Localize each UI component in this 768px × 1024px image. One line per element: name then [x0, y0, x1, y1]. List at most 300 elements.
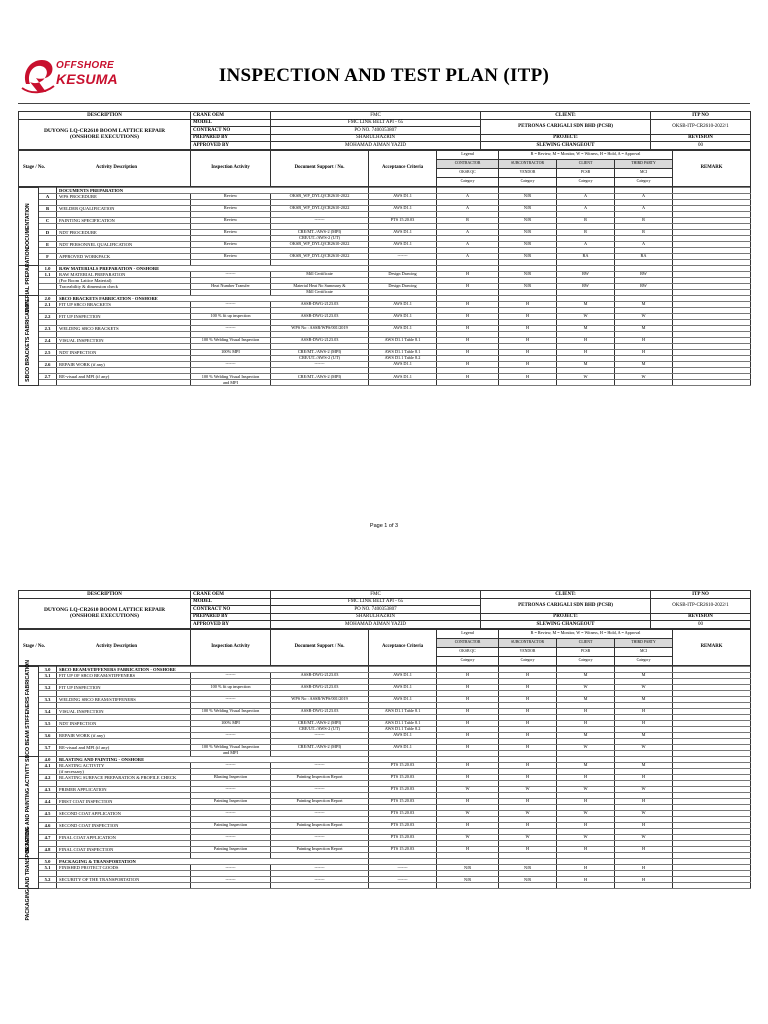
third-party-category: R	[615, 217, 673, 223]
third-party-category: W	[615, 684, 673, 690]
document-support-2: Mill Certificate	[271, 290, 369, 296]
inspection-activity: -------	[191, 696, 271, 702]
contractor-category: H	[437, 708, 499, 714]
description-line-1: DUYONG LQ-CR2610 BOOM LATTICE REPAIR	[43, 606, 166, 613]
client-category: RW	[557, 271, 615, 277]
client-category: H	[557, 847, 615, 853]
third-party-category: RW	[615, 283, 673, 289]
acceptance-criteria-2	[369, 380, 437, 386]
inspection-activity: Painting Inspection	[191, 799, 271, 805]
project-value: SLEWING CHANGEOUT	[481, 621, 651, 629]
contractor-category: W	[437, 811, 499, 817]
third-party-category: RA	[615, 253, 673, 259]
activity-description: FIT UP OF SBCO BEAM/STIFFENERS	[57, 672, 191, 678]
third-party-category: W	[615, 787, 673, 793]
inspection-activity: Review	[191, 205, 271, 211]
stage-label-cell	[19, 248, 39, 313]
acceptance-criteria: PTS 15.20.03	[369, 847, 437, 853]
activity-description-2	[57, 380, 191, 386]
document-support: -------	[271, 865, 369, 871]
client-category: W	[557, 314, 615, 320]
contractor-category: H	[437, 720, 499, 726]
row-number: 2.1	[39, 302, 57, 308]
party-name-1: VENDOR	[499, 168, 557, 177]
col-acceptance-header: Acceptance Criteria	[369, 150, 437, 186]
row-number: 3.3	[39, 696, 57, 702]
description-value	[19, 119, 191, 149]
section-title: BLASTING AND PAINTING - ONSHORE	[57, 756, 369, 762]
activity-description: WPS PROCEDURE	[57, 193, 191, 199]
third-party-category: W	[615, 811, 673, 817]
subcontractor-category: W	[499, 787, 557, 793]
contractor-category: A	[437, 229, 499, 235]
contract-label: CONTRACT NO	[191, 606, 271, 614]
page2-column-header	[18, 629, 751, 666]
activity-description: RE-visual and MPI (if any)	[57, 374, 191, 380]
revision-label: REVISION	[651, 134, 751, 142]
contractor-category: H	[437, 326, 499, 332]
description-value	[19, 598, 191, 628]
inspection-activity: 100 % fit up inspection	[191, 314, 271, 320]
party-name-1: VENDOR	[499, 647, 557, 656]
subcontractor-category: W	[499, 811, 557, 817]
activity-description: REPAIR WORK (if any)	[57, 732, 191, 738]
inspection-activity: 100% MPI	[191, 350, 271, 356]
description-line-2: (ONSHORE EXECUTIONS)	[70, 613, 139, 619]
stage-label-cell	[19, 296, 39, 386]
client-category: H	[557, 799, 615, 805]
row-number: 4.5	[39, 811, 57, 817]
document-support-2: CRE/UT../AWS-2 (UT)	[271, 356, 369, 362]
acceptance-criteria: AWS D1.1	[369, 374, 437, 380]
stage-label: SBCO BEAM STIFFENERS FABRICATION	[24, 660, 31, 763]
acceptance-criteria: AWS D1.1 Table 8.1	[369, 720, 437, 726]
third-party-category: M	[615, 362, 673, 368]
section-number: 4.0	[39, 756, 57, 762]
party-0: CONTRACTOR	[437, 638, 499, 647]
prepared-value: SHARULHAZRIN	[271, 134, 481, 142]
row-number: 1.1	[39, 271, 57, 277]
contractor-category: N/R	[437, 877, 499, 883]
acceptance-criteria: PTS 15.20.03	[369, 762, 437, 768]
third-party-category: W	[615, 835, 673, 841]
inspection-activity: Review	[191, 229, 271, 235]
activity-description: FIT UP INSPECTION	[57, 314, 191, 320]
client-value: PETRONAS CARIGALI SDN BHD (PCSB)	[481, 119, 651, 134]
document-title: INSPECTION AND TEST PLAN (ITP)	[218, 65, 550, 86]
party-name-0: OKSB QC	[437, 168, 499, 177]
acceptance-criteria: PTS 15.20.03	[369, 217, 437, 223]
page1-header-table	[18, 111, 751, 150]
activity-description: WELDER QUALIFICATION	[57, 205, 191, 211]
itp-no-label: ITP NO	[651, 112, 751, 120]
subcontractor-category: H	[499, 338, 557, 344]
party-name-2: PCSB	[557, 647, 615, 656]
activity-description: NDT PERSONNEL QUALIFICATION	[57, 241, 191, 247]
prepared-label: PREPARED BY	[191, 613, 271, 621]
row-number: 2.6	[39, 362, 57, 368]
inspection-activity: -------	[191, 762, 271, 768]
activity-description: VISUAL INSPECTION	[57, 338, 191, 344]
stage-label-cell	[19, 660, 39, 763]
title-divider	[18, 103, 750, 104]
document-support: CRE/MT../AWS-2 (MPI)	[271, 720, 369, 726]
logo-text-line2: KESUMA	[56, 71, 118, 87]
third-party-category: RW	[615, 271, 673, 277]
contractor-category: H	[437, 314, 499, 320]
revision-label: REVISION	[651, 613, 751, 621]
inspection-activity-2: and MPI	[191, 380, 271, 386]
subcontractor-category: H	[499, 708, 557, 714]
subcontractor-category: H	[499, 847, 557, 853]
document-support: Painting Inspection Report	[271, 799, 369, 805]
activity-description: WELDING SBCO BEAM/STIFFENERS	[57, 696, 191, 702]
contractor-category: A	[437, 193, 499, 199]
activity-description-2	[57, 883, 191, 889]
subcontractor-category: N/R	[499, 217, 557, 223]
document-support: WPS No : ASSB/WPS/001/2019	[271, 326, 369, 332]
document-support: Painting Inspection Report	[271, 823, 369, 829]
approved-label: APPROVED BY	[191, 142, 271, 150]
activity-description: FINAL COAT APPLICATION	[57, 835, 191, 841]
col-stage-header: Stage / No.	[23, 165, 45, 171]
approved-value: MOHAMAD AIMAN YAZID	[271, 142, 481, 150]
third-party-category: W	[615, 744, 673, 750]
contractor-category: H	[437, 847, 499, 853]
subcontractor-category: N/R	[499, 241, 557, 247]
activity-description: NDT PROCEDURE	[57, 229, 191, 235]
contractor-category: A	[437, 205, 499, 211]
col-document-header: Document Support / No.	[271, 629, 369, 665]
category-cell: Category	[557, 656, 615, 665]
section-number: 1.0	[39, 265, 57, 271]
acceptance-criteria: AWS D1.1 Table 8.1	[369, 350, 437, 356]
stage-label: DOCUMENTATION	[24, 203, 31, 249]
activity-description-2: (if necessary)	[57, 768, 191, 774]
acceptance-criteria-2	[369, 883, 437, 889]
col-inspection-header: Inspection Activity	[191, 629, 271, 665]
inspection-activity: Painting Inspection	[191, 823, 271, 829]
third-party-category: M	[615, 696, 673, 702]
row-number: 2.4	[39, 338, 57, 344]
activity-description: NDT INSPECTION	[57, 350, 191, 356]
category-cell: Category	[615, 656, 673, 665]
subcontractor-category: N/R	[499, 193, 557, 199]
third-party-category: H	[615, 799, 673, 805]
logo-text-line1: OFFSHORE	[56, 60, 114, 71]
third-party-category: H	[615, 338, 673, 344]
approved-label: APPROVED BY	[191, 621, 271, 629]
document-support: -------	[271, 762, 369, 768]
inspection-activity: 100% MPI	[191, 720, 271, 726]
activity-description: SECOND COAT INSPECTION	[57, 823, 191, 829]
third-party-category: H	[615, 708, 673, 714]
acceptance-criteria: -------	[369, 877, 437, 883]
acceptance-criteria: AWS D1.1	[369, 326, 437, 332]
description-line-2: (ONSHORE EXECUTIONS)	[70, 134, 139, 140]
row-number: 2.3	[39, 326, 57, 332]
acceptance-criteria: AWS D1.1	[369, 696, 437, 702]
subcontractor-category: H	[499, 684, 557, 690]
party-name-0: OKSB QC	[437, 647, 499, 656]
section-title: SBCO BEAM/STIFFENERS FABRICATION - ONSHORE	[57, 666, 369, 672]
subcontractor-category: H	[499, 732, 557, 738]
row-number: 3.2	[39, 684, 57, 690]
third-party-category: M	[615, 326, 673, 332]
document-support: ASSB-DWG-2123.03	[271, 314, 369, 320]
subcontractor-category: N/R	[499, 283, 557, 289]
prepared-value: SHARULHAZRIN	[271, 613, 481, 621]
project-label: PROJECT:	[481, 613, 651, 621]
acceptance-criteria: AWS D1.1	[369, 732, 437, 738]
row-number: 3.7	[39, 744, 57, 750]
subcontractor-category: H	[499, 362, 557, 368]
party-name-3: MCI	[615, 168, 673, 177]
approved-value: MOHAMAD AIMAN YAZID	[271, 621, 481, 629]
description-label: DESCRIPTION	[19, 112, 191, 120]
third-party-category: H	[615, 775, 673, 781]
contract-value: PO NO. 7400353807	[271, 127, 481, 135]
contractor-category: H	[437, 338, 499, 344]
contractor-category: R	[437, 217, 499, 223]
inspection-activity: -------	[191, 302, 271, 308]
activity-description: PAINTING SPECIFICATION	[57, 217, 191, 223]
document-support: Material Heat No Summary &	[271, 283, 369, 289]
row-number: 4.3	[39, 787, 57, 793]
description-line-1: DUYONG LQ-CR2610 BOOM LATTICE REPAIR	[43, 127, 166, 134]
document-support: -------	[271, 362, 369, 368]
row-number: 4.4	[39, 799, 57, 805]
project-label: PROJECT:	[481, 134, 651, 142]
third-party-category: H	[615, 720, 673, 726]
category-cell: Category	[437, 177, 499, 186]
page1-column-header	[18, 150, 751, 187]
page-footer: Page 1 of 3	[369, 523, 399, 529]
itp-no-label: ITP NO	[651, 591, 751, 599]
activity-description: REPAIR WORK (if any)	[57, 362, 191, 368]
contractor-category: N/R	[437, 865, 499, 871]
acceptance-criteria: PTS 15.20.03	[369, 799, 437, 805]
crane-oem-label: CRANE OEM	[191, 112, 271, 120]
acceptance-criteria: -------	[369, 253, 437, 259]
inspection-activity: -------	[191, 877, 271, 883]
document-support: -------	[271, 835, 369, 841]
activity-description: FINAL COAT INSPECTION	[57, 847, 191, 853]
activity-description: SECOND COAT APPLICATION	[57, 811, 191, 817]
party-3: THIRD PARTY	[615, 638, 673, 647]
contractor-category: H	[437, 775, 499, 781]
model-value: FMC LINK BELT API - 65	[271, 598, 481, 606]
table-row-continuation	[19, 380, 751, 386]
acceptance-criteria: PTS 15.20.03	[369, 835, 437, 841]
category-cell: Category	[437, 656, 499, 665]
acceptance-criteria: AWS D1.1 Table 8.1	[369, 708, 437, 714]
client-category: M	[557, 362, 615, 368]
inspection-activity: Review	[191, 193, 271, 199]
party-3: THIRD PARTY	[615, 159, 673, 168]
inspection-activity: -------	[191, 271, 271, 277]
subcontractor-category: H	[499, 696, 557, 702]
inspection-activity: 100 % Welding Visual Inspection	[191, 744, 271, 750]
document-support: WPS No : ASSB/WPS/001/2019	[271, 696, 369, 702]
itp-no-value: OKSB-ITP-CR2610-2022/1	[651, 598, 751, 613]
legend-label: Legend	[437, 150, 499, 159]
client-category: M	[557, 732, 615, 738]
itp-page-2	[18, 590, 750, 921]
inspection-activity: -------	[191, 865, 271, 871]
project-value: SLEWING CHANGEOUT	[481, 142, 651, 150]
acceptance-criteria: AWS D1.1	[369, 193, 437, 199]
acceptance-criteria: PTS 15.20.03	[369, 811, 437, 817]
third-party-category: W	[615, 374, 673, 380]
row-number: 3.6	[39, 732, 57, 738]
row-number: A	[39, 193, 57, 199]
col-document-header: Document Support / No.	[271, 150, 369, 186]
subcontractor-category: H	[499, 672, 557, 678]
document-support: OKSB_WP_DYLQ/CR2610-2022	[271, 241, 369, 247]
inspection-activity: Painting Inspection	[191, 847, 271, 853]
row-number: 4.8	[39, 847, 57, 853]
document-support: ASSB-DWG-2123.03	[271, 708, 369, 714]
activity-description: BLASTING ACTIVITY	[57, 762, 191, 768]
acceptance-criteria: PTS 15.20.03	[369, 787, 437, 793]
document-support: -------	[271, 787, 369, 793]
inspection-activity: 100 % Welding Visual Inspection	[191, 374, 271, 380]
itp-no-value: OKSB-ITP-CR2610-2022/1	[651, 119, 751, 134]
row-number: E	[39, 241, 57, 247]
acceptance-criteria: AWS D1.1	[369, 362, 437, 368]
stage-label: MATERIAL PREPARATION	[24, 248, 31, 313]
page2-header-table	[18, 590, 751, 629]
document-support: ASSB-DWG-2123.03	[271, 672, 369, 678]
inspection-activity: Heat Number Transfer	[191, 283, 271, 289]
client-category: M	[557, 762, 615, 768]
party-1: SUBCONTRACTOR	[499, 638, 557, 647]
party-1: SUBCONTRACTOR	[499, 159, 557, 168]
section-number: 3.0	[39, 666, 57, 672]
acceptance-criteria: AWS D1.1	[369, 684, 437, 690]
inspection-activity: Review	[191, 241, 271, 247]
document-support-2	[271, 380, 369, 386]
subcontractor-category: N/R	[499, 229, 557, 235]
row-number: 3.1	[39, 672, 57, 678]
row-number: D	[39, 229, 57, 235]
client-category: M	[557, 326, 615, 332]
document-support: OKSB_WP_DYLQ/CR2610-2022	[271, 253, 369, 259]
contractor-category: H	[437, 696, 499, 702]
subcontractor-category: H	[499, 350, 557, 356]
row-number: F	[39, 253, 57, 259]
third-party-category: A	[615, 193, 673, 199]
contractor-category: H	[437, 374, 499, 380]
contract-label: CONTRACT NO	[191, 127, 271, 135]
party-name-2: PCSB	[557, 168, 615, 177]
contractor-category: H	[437, 271, 499, 277]
client-category: M	[557, 696, 615, 702]
row-number: 4.1	[39, 762, 57, 768]
document-support: CRE/MT../AWS-2 (MPI)	[271, 350, 369, 356]
revision-value: 00	[651, 142, 751, 150]
client-category: H	[557, 775, 615, 781]
model-label: MODEL	[191, 119, 271, 127]
document-support-2: CRE/UT../AWS-2 (UT)	[271, 726, 369, 732]
document-support: OKSB_WP_DYLQ/CR2610-2022	[271, 205, 369, 211]
category-cell: Category	[499, 656, 557, 665]
activity-description: FIT UP SBCO BRACKETS	[57, 302, 191, 308]
section-title: DOCUMENTS PREPARATION	[57, 187, 369, 193]
section-number: 5.0	[39, 859, 57, 865]
party-2: CLIENT	[557, 638, 615, 647]
col-activity-header	[19, 629, 191, 665]
category-cell: Category	[557, 177, 615, 186]
activity-description: SECURITY OF THE TRANSPORTATION	[57, 877, 191, 883]
inspection-activity: -------	[191, 362, 271, 368]
activity-description: RAW MATERIAL PREPARATION	[57, 271, 191, 277]
inspection-activity: -------	[191, 732, 271, 738]
col-activity-header	[19, 150, 191, 186]
acceptance-criteria: AWS D1.1	[369, 314, 437, 320]
client-category: H	[557, 865, 615, 871]
activity-description: WELDING SBCO BRACKETS	[57, 326, 191, 332]
col-activity-label: Activity Description	[95, 644, 138, 650]
acceptance-criteria: AWS D1.1	[369, 672, 437, 678]
row-number: 5.2	[39, 877, 57, 883]
third-party-category: W	[615, 314, 673, 320]
acceptance-criteria: Design Drawing	[369, 283, 437, 289]
subcontractor-category: H	[499, 762, 557, 768]
contractor-category: H	[437, 744, 499, 750]
subcontractor-category: N/R	[499, 865, 557, 871]
party-0: CONTRACTOR	[437, 159, 499, 168]
subcontractor-category: H	[499, 326, 557, 332]
col-stage-header: Stage / No.	[23, 644, 45, 650]
col-activity-label: Activity Description	[95, 165, 138, 171]
client-category: M	[557, 302, 615, 308]
client-category: H	[557, 708, 615, 714]
client-category: W	[557, 811, 615, 817]
client-label: CLIENT:	[481, 112, 651, 120]
col-inspection-header: Inspection Activity	[191, 150, 271, 186]
client-category: A	[557, 205, 615, 211]
stage-label-cell	[19, 827, 39, 921]
document-support-2: CRE/UT../AWS-2 (UT)	[271, 235, 369, 241]
client-category: H	[557, 877, 615, 883]
document-support: ASSB-DWG-2123.03	[271, 684, 369, 690]
acceptance-criteria-2: AWS D1.1 Table 8.2	[369, 726, 437, 732]
row-number: C	[39, 217, 57, 223]
section-number: 2.0	[39, 296, 57, 302]
inspection-activity: -------	[191, 672, 271, 678]
document-support: -------	[271, 217, 369, 223]
inspection-activity: -------	[191, 787, 271, 793]
document-support: -------	[271, 877, 369, 883]
client-label: CLIENT:	[481, 591, 651, 599]
legend-text: R = Review, M = Monitor, W = Witness, H = Hold, A = Approval	[499, 629, 673, 638]
third-party-category: M	[615, 302, 673, 308]
col-remark-header: REMARK	[673, 150, 751, 186]
activity-description: PRIMER APPLICATION	[57, 787, 191, 793]
inspection-activity-2	[191, 883, 271, 889]
category-cell: Category	[499, 177, 557, 186]
row-number: 4.7	[39, 835, 57, 841]
crane-oem-value: FMC	[271, 112, 481, 120]
activity-description: FIRST COAT INSPECTION	[57, 799, 191, 805]
legend-text: R = Review, M = Monitor, W = Witness, H = Hold, A = Approval	[499, 150, 673, 159]
table-row-continuation	[19, 883, 751, 889]
party-name-3: MCI	[615, 647, 673, 656]
stage-label: BLASTING AND PAINTING ACTIVITY	[24, 762, 31, 853]
document-support: -------	[271, 811, 369, 817]
